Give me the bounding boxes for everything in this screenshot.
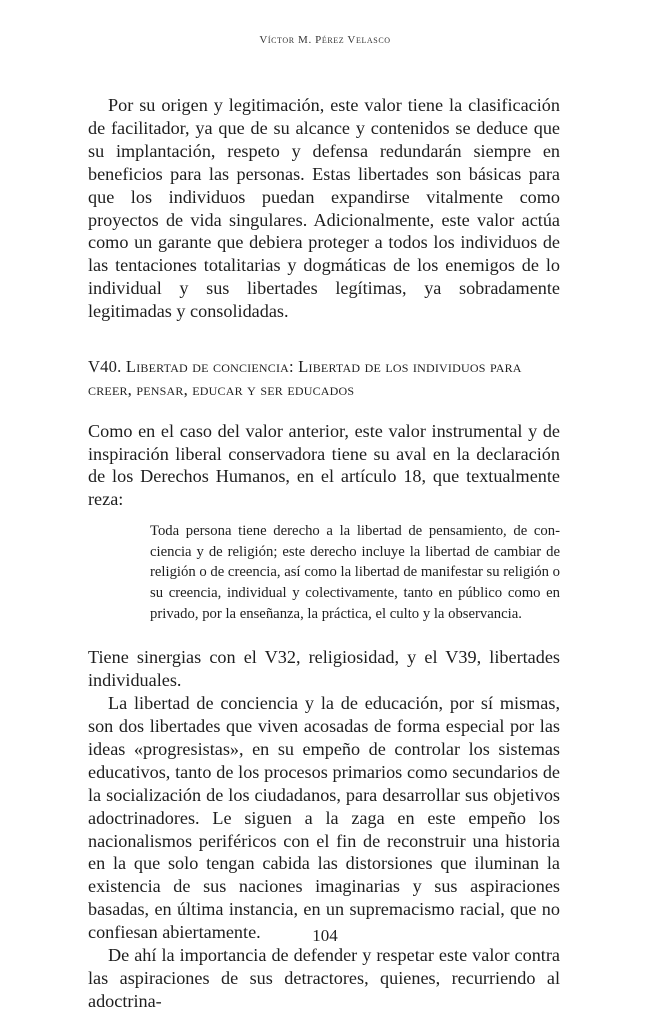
paragraph-5: De ahí la importancia de defender y respetar este valor contra las aspiraciones de sus detractores, quienes, recurriendo al adoctrina-	[88, 945, 560, 1011]
paragraph-2: Como en el caso del valor anterior, este valor instrumental y de inspiración liberal conservadora tiene su aval en la declaración de los Derechos Humanos, en el artículo 18, que textualmente reza:	[88, 420, 560, 510]
section-heading: V40. Libertad de conciencia: Libertad de los individuos para creer, pensar, educar y ser educados	[88, 357, 522, 399]
page-body	[88, 90, 560, 1013]
running-head: Víctor M. Pérez Velasco	[259, 34, 391, 46]
paragraph-4: La libertad de conciencia y la de educación, por sí mismas, son dos libertades que viven acosadas de forma especial por las ideas «progresistas», en su empeño de controlar los sistemas educativos, tanto de los procesos primarios como secundarios de la socialización de los ciudadanos, para desarrollar sus objetivos adoctrinadores. Le siguen a la zaga en este empeño los nacionalismos periféricos con el fin de reconstruir una historia en la que solo tengan cabida las distorsiones que iluminan la existencia de sus naciones imaginarias y sus aspiraciones basadas, en última instancia, en un supremacismo racial, que no confiesan abiertamente.	[88, 693, 560, 943]
page-number: 104	[312, 926, 338, 945]
paragraph-1: Por su origen y legitimación, este valor tiene la clasificación de facilitador, ya que de su alcance y contenidos se deduce que su implantación, respeto y defensa redundarán siempre en beneficios para las personas. Estas libertades son básicas para que los individuos puedan expandirse vitalmente como proyectos de vida singulares. Adicionalmente, este valor actúa como un garante que debiera proteger a todos los individuos de las tentaciones totalitarias y dogmáticas de los enemigos de lo individual y sus libertades legítimas, ya sobradamente legitimadas y consolidadas.	[88, 95, 560, 322]
paragraph-3: Tiene sinergias con el V32, religiosidad, y el V39, libertades individuales.	[88, 647, 560, 691]
quote-text: Toda persona tiene derecho a la libertad de pensamiento, de conciencia y de religión; este derecho incluye la libertad de cambiar de religión o de creencia, así como la libertad de manifestar su religión o su creencia, individual y colectivamente, tanto en público como en privado, por la enseñanza, la práctica, el culto y la observancia.	[150, 523, 560, 622]
block-quote	[150, 521, 560, 624]
